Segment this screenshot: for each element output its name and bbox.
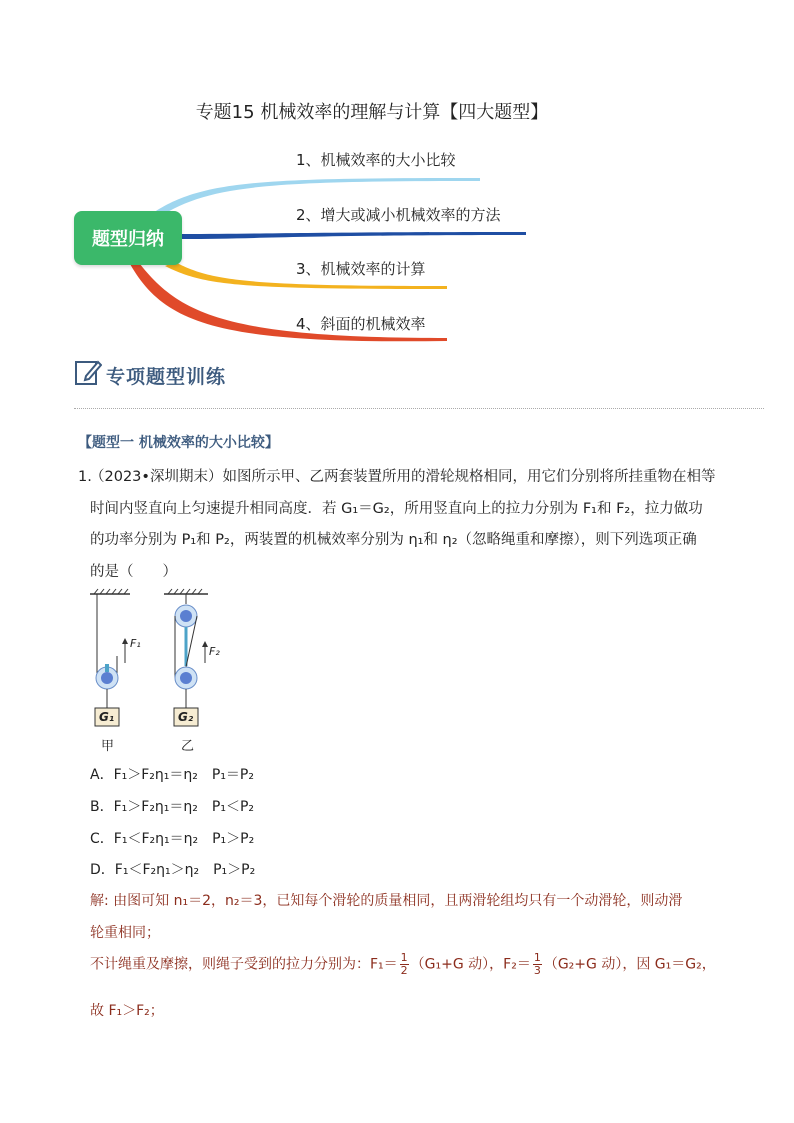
apparatus-left — [90, 589, 130, 726]
fraction-third: $\frac{1}{3}$ — [533, 951, 541, 977]
force-label-right: F₂ — [209, 645, 220, 658]
figure-label-left: 甲 — [101, 739, 115, 754]
page-title: 专题15 机械效率的理解与计算【四大题型】 — [195, 102, 549, 123]
option-b: B．F₁＞F₂η₁＝η₂ P₁＜P₂ — [90, 799, 255, 815]
mindmap-root: 题型归纳 — [74, 211, 182, 265]
weight-label-right: G₂ — [178, 710, 194, 724]
mindmap-branch-3: 3、机械效率的计算 — [296, 260, 426, 278]
edit-icon — [74, 358, 102, 386]
question-line-3: 的功率分别为 P₁和 P₂，两装置的机械效率分别为 η₁和 η₂（忽略绳重和摩擦），则下列选项正确 — [90, 532, 697, 548]
divider — [74, 408, 764, 409]
branch-line-2 — [182, 232, 526, 239]
solution-line-4: 故 F₁＞F₂； — [90, 1003, 164, 1019]
force-label-left: F₁ — [130, 637, 141, 650]
option-d: D．F₁＜F₂η₁＞η₂ P₁＞P₂ — [90, 862, 256, 878]
mindmap-branch-1: 1、机械效率的大小比较 — [296, 151, 456, 169]
option-a: A．F₁＞F₂η₁＝η₂ P₁＝P₂ — [90, 767, 254, 783]
solution-line-3: 不计绳重及摩擦，则绳子受到的拉力分别为：F₁＝ $\frac{1}{2}$ （G₁+G 动），F₂＝ $\frac{1}{3}$ （G₂+G 动），因 G₁＝G₂， — [90, 951, 716, 977]
solution-line-1: 解: 由图可知 n₁＝2，n₂＝3，已知每个滑轮的质量相同，且两滑轮组均只有一个动滑轮，则动滑 — [90, 893, 683, 909]
fraction-half: $\frac{1}{2}$ — [400, 951, 408, 977]
section-title: 专项题型训练 — [106, 366, 227, 388]
question-type-heading: 【题型一 机械效率的大小比较】 — [78, 435, 279, 451]
pulley-figure — [86, 588, 226, 753]
weight-label-left: G₁ — [99, 710, 115, 724]
apparatus-right — [164, 589, 208, 726]
question-line-1: （2023•深圳期末）如图所示甲、乙两套装置所用的滑轮规格相同，用它们分别将所挂重物在相等 — [90, 469, 716, 485]
solution-line-2: 轮重相同； — [90, 925, 160, 941]
figure-label-right: 乙 — [181, 739, 195, 754]
question-line-4: 的是（ ） — [90, 564, 177, 580]
option-c: C．F₁＜F₂η₁＝η₂ P₁＞P₂ — [90, 831, 255, 847]
question-line-2: 时间内竖直向上匀速提升相同高度．若 G₁＝G₂，所用竖直向上的拉力分别为 F₁和 F₂，拉力做功 — [90, 501, 703, 517]
mindmap-branch-2: 2、增大或减小机械效率的方法 — [296, 206, 501, 224]
mindmap-branch-4: 4、斜面的机械效率 — [296, 315, 426, 333]
question-number: 1. — [78, 469, 92, 485]
